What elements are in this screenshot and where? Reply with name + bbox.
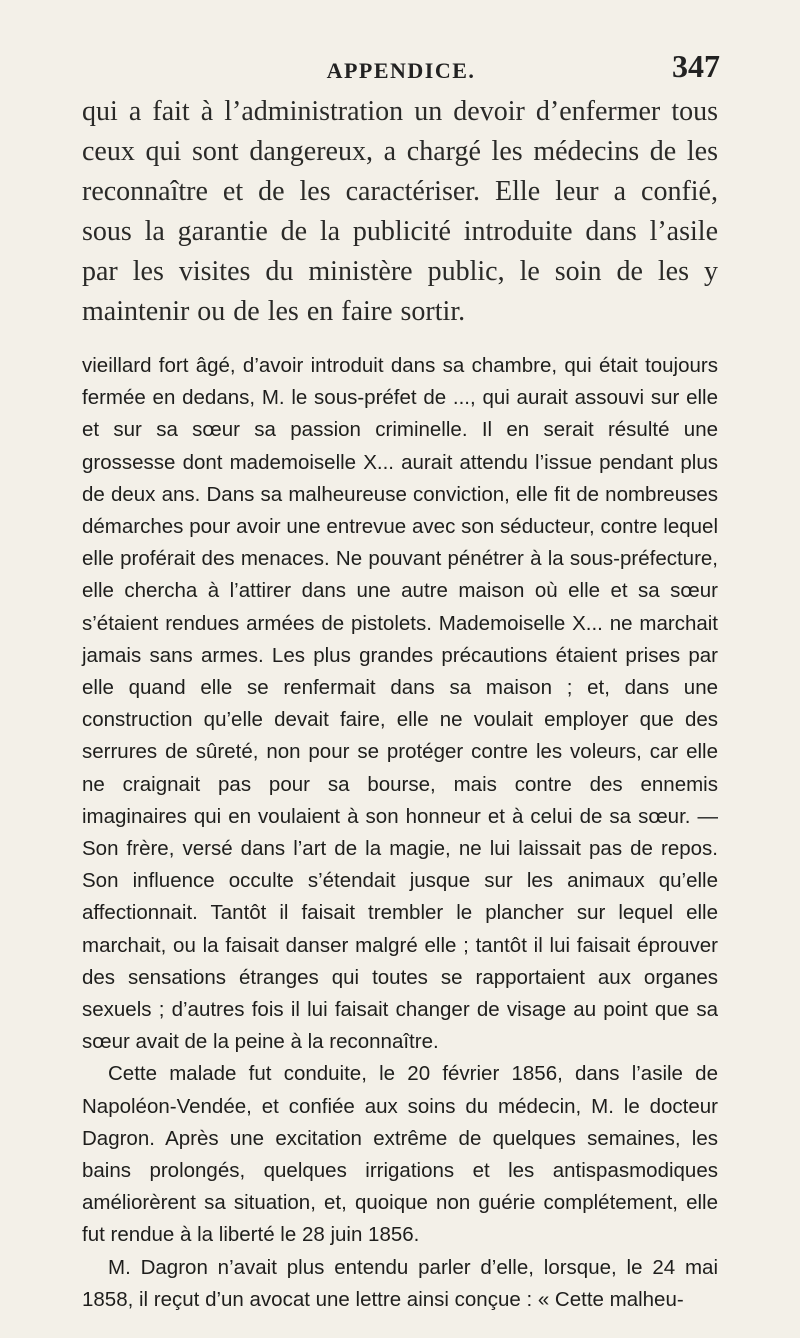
main-paragraph: qui a fait à l’administration un devoir d’enfermer tous ceux qui sont dangereux, a chargé les médecins de les reconnaître et de les caractériser. Elle leur a confié, sous la garantie de la publicité introduite dans l’asile par les visites du ministère public, le soin de les y maintenir ou de les en faire sortir. (82, 96, 718, 327)
footnote-paragraph-3: M. Dagron n’avait plus entendu parler d’elle, lorsque, le 24 mai 1858, il reçut d’un avocat une lettre ainsi conçue : « Cette malheu- (82, 1255, 718, 1311)
footnote-block (82, 350, 718, 1316)
footnote-paragraph-2: Cette malade fut conduite, le 20 février 1856, dans l’asile de Napoléon-Vendée, et confiée aux soins du médecin, M. le docteur Dagron. Après une excitation extrême de quelques semaines, les bains prolongés, quelques irrigations et les antispasmodiques améliorèrent sa situation, et, quoique non guérie complétement, elle fut rendue à la liberté le 28 juin 1856. (82, 1062, 718, 1247)
page-number: 347 (672, 48, 720, 84)
page-header (82, 48, 720, 92)
footnote-paragraph-1: vieillard fort âgé, d’avoir introduit dans sa chambre, qui était toujours fermée en dedans, M. le sous-préfet de ..., qui aurait assouvi sur elle et sur sa sœur sa passion criminelle. Il en serait résulté une grossesse dont mademoiselle X... aurait attendu l’issue pendant plus de deux ans. Dans sa malheureuse conviction, elle fit de nombreuses démarches pour avoir une entrevue avec son séducteur, contre lequel elle proférait des menaces. Ne pouvant pénétrer à la sous-préfecture, elle chercha à l’attirer dans une autre maison où elle et sa sœur s’étaient rendues armées de pistolets. Mademoiselle X... ne marchait jamais sans armes. Les plus grandes précautions étaient prises par elle quand elle se renfermait dans sa maison ; et, dans une construction qu’elle devait faire, elle ne voulait employer que des serrures de sûreté, non pour se protéger contre les voleurs, car elle ne craignait pas pour sa bourse, mais contre des ennemis imaginaires qui en voulaient à son honneur et à celui de sa sœur. — Son frère, versé dans l’art de la magie, ne lui laissait pas de repos. Son influence occulte s’étendait jusque sur les animaux qu’elle affectionnait. Tantôt il faisait trembler le plancher sur lequel elle marchait, ou la faisait danser malgré elle ; tantôt il lui faisait éprouver des sensations étranges qui toutes se rapportaient aux organes sexuels ; d’autres fois il lui faisait changer de visage au point que sa sœur avait de la peine à la reconnaître. (82, 354, 718, 1054)
running-head: APPENDICE. (326, 58, 476, 83)
